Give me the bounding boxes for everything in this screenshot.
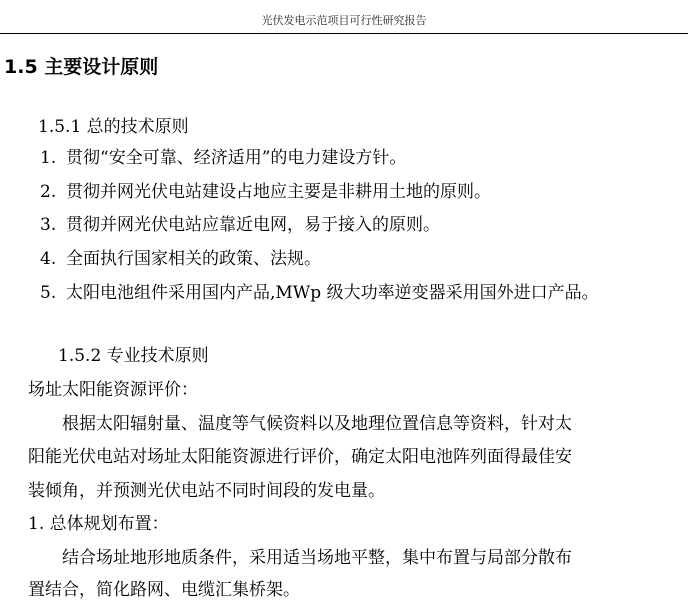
principle-item — [40, 281, 599, 305]
section-heading: 1.5 主要设计原则 — [4, 56, 159, 78]
paragraph-line: 结合场址地形地质条件，采用适当场地平整，集中布置与局部分散布 — [62, 548, 572, 568]
paragraph-line: 置结合，简化路网、电缆汇集桥架。 — [28, 580, 300, 600]
item-text: 贯彻并网光伏电站建设占地应主要是非耕用土地的原则。 — [66, 182, 491, 202]
paragraph-line: 阳能光伏电站对场址太阳能资源进行评价，确定太阳电池阵列面得最佳安 — [28, 447, 572, 467]
item-number: 5. — [40, 283, 57, 303]
subsection-heading-general: 1.5.1 总的技术原则 — [38, 117, 189, 137]
header-divider — [0, 33, 688, 34]
site-assessment-label: 场址太阳能资源评价： — [28, 380, 198, 400]
layout-label: 1. 总体规划布置： — [28, 514, 169, 534]
item-text: 贯彻“安全可靠、经济适用”的电力建设方针。 — [66, 148, 407, 168]
paragraph-line: 根据太阳辐射量、温度等气候资料以及地理位置信息等资料，针对太 — [62, 414, 572, 434]
paragraph-line: 装倾角，并预测光伏电站不同时间段的发电量。 — [28, 481, 385, 501]
item-text: 太阳电池组件采用国内产品,MWp 级大功率逆变器采用国外进口产品。 — [66, 283, 599, 303]
item-number: 4. — [40, 249, 57, 269]
item-number: 3. — [40, 215, 57, 235]
item-text: 全面执行国家相关的政策、法规。 — [66, 249, 321, 269]
item-number: 2. — [40, 182, 57, 202]
item-number: 1. — [40, 148, 57, 168]
running-header: 光伏发电示范项目可行性研究报告 — [261, 14, 427, 27]
item-text: 贯彻并网光伏电站应靠近电网，易于接入的原则。 — [66, 215, 440, 235]
principle-item — [40, 146, 406, 170]
principle-item — [40, 213, 440, 237]
subsection-heading-professional: 1.5.2 专业技术原则 — [58, 346, 209, 366]
principle-item — [40, 180, 491, 204]
principle-item — [40, 247, 321, 271]
